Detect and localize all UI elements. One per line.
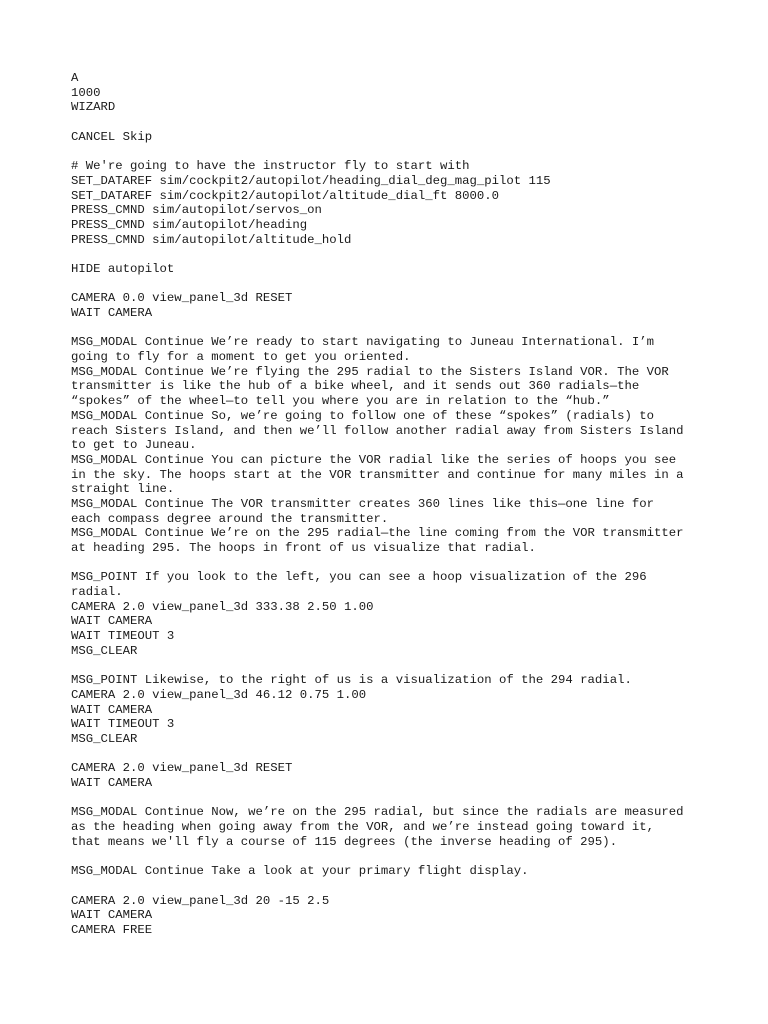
blank-line	[71, 849, 751, 864]
script-line: CAMERA 2.0 view_panel_3d 20 -15 2.5	[71, 893, 330, 908]
blank-line	[71, 115, 751, 130]
script-line: WAIT CAMERA	[71, 306, 153, 320]
blank-line	[71, 556, 751, 571]
blank-line	[71, 659, 751, 674]
script-line: MSG_CLEAR	[71, 643, 138, 658]
script-line: to get to Juneau.	[71, 438, 197, 453]
script-line: SET_DATAREF sim/cockpit2/autopilot/heading_dial_deg_mag_pilot 115	[71, 173, 551, 188]
script-line: reach Sisters Island, and then we’ll follow another radial away from Sisters Island	[71, 423, 684, 438]
script-line: CAMERA 0.0 view_panel_3d RESET	[71, 291, 293, 306]
script-line: PRESS_CMND sim/autopilot/servos_on	[71, 203, 322, 218]
script-line: CAMERA 2.0 view_panel_3d RESET	[71, 761, 293, 776]
script-document	[71, 71, 751, 938]
script-line: WAIT TIMEOUT 3	[71, 717, 175, 732]
script-line: MSG_MODAL Continue The VOR transmitter creates 360 lines like this—one line for	[71, 496, 654, 511]
script-line: straight line.	[71, 482, 175, 497]
script-line: WAIT CAMERA	[71, 702, 153, 717]
script-line: SET_DATAREF sim/cockpit2/autopilot/altitude_dial_ft 8000.0	[71, 188, 500, 203]
blank-line	[71, 879, 751, 894]
script-line: MSG_MODAL Continue Take a look at your primary flight display.	[71, 864, 529, 879]
script-line: each compass degree around the transmitter.	[71, 511, 389, 526]
script-line: MSG_MODAL Continue We’re on the 295 radial—the line coming from the VOR transmitter	[71, 526, 684, 541]
script-line: CAMERA FREE	[71, 922, 153, 937]
script-line: as the heading when going away from the VOR, and we’re instead going toward it,	[71, 820, 654, 835]
script-line: MSG_MODAL Continue We’re flying the 295 radial to the Sisters Island VOR. The VOR	[71, 364, 669, 379]
script-line: MSG_POINT If you look to the left, you can see a hoop visualization of the 296	[71, 570, 647, 585]
script-line: that means we'll fly a course of 115 degrees (the inverse heading of 295).	[71, 834, 618, 849]
script-line: at heading 295. The hoops in front of us visualize that radial.	[71, 541, 536, 555]
script-line: MSG_CLEAR	[71, 731, 138, 746]
script-line: A	[71, 71, 79, 85]
script-line: # We're going to have the instructor fly to start with	[71, 159, 470, 174]
script-line: WAIT CAMERA	[71, 908, 153, 923]
script-line: MSG_MODAL Continue So, we’re going to follow one of these “spokes” (radials) to	[71, 408, 654, 423]
script-line: “spokes” of the wheel—to tell you where you are in relation to the “hub.”	[71, 394, 610, 409]
script-line: MSG_MODAL Continue You can picture the VOR radial like the series of hoops you see	[71, 452, 677, 467]
blank-line	[71, 747, 751, 762]
script-line: WAIT TIMEOUT 3	[71, 629, 175, 644]
script-line: CAMERA 2.0 view_panel_3d 333.38 2.50 1.00	[71, 599, 374, 614]
blank-line	[71, 277, 751, 292]
blank-line	[71, 247, 751, 262]
script-line: WAIT CAMERA	[71, 614, 153, 629]
script-line: 1000	[71, 85, 101, 100]
script-line: MSG_MODAL Continue Now, we’re on the 295 radial, but since the radials are measured	[71, 805, 684, 820]
script-line: in the sky. The hoops start at the VOR transmitter and continue for many miles in a	[71, 467, 684, 482]
blank-line	[71, 791, 751, 806]
script-line: MSG_MODAL Continue We’re ready to start navigating to Juneau International. I’m	[71, 335, 654, 350]
blank-line	[71, 321, 751, 336]
script-line: going to fly for a moment to get you oriented.	[71, 350, 411, 365]
script-line: WAIT CAMERA	[71, 776, 153, 790]
script-line: transmitter is like the hub of a bike wheel, and it sends out 360 radials—the	[71, 379, 640, 394]
blank-line	[71, 144, 751, 159]
script-line: PRESS_CMND sim/autopilot/heading	[71, 217, 308, 232]
script-line: WIZARD	[71, 100, 116, 115]
script-line: HIDE autopilot	[71, 261, 175, 276]
script-line: CANCEL Skip	[71, 129, 153, 144]
script-line: CAMERA 2.0 view_panel_3d 46.12 0.75 1.00	[71, 687, 367, 702]
script-line: PRESS_CMND sim/autopilot/altitude_hold	[71, 232, 352, 247]
script-line: MSG_POINT Likewise, to the right of us is a visualization of the 294 radial.	[71, 673, 632, 688]
script-line: radial.	[71, 585, 123, 600]
